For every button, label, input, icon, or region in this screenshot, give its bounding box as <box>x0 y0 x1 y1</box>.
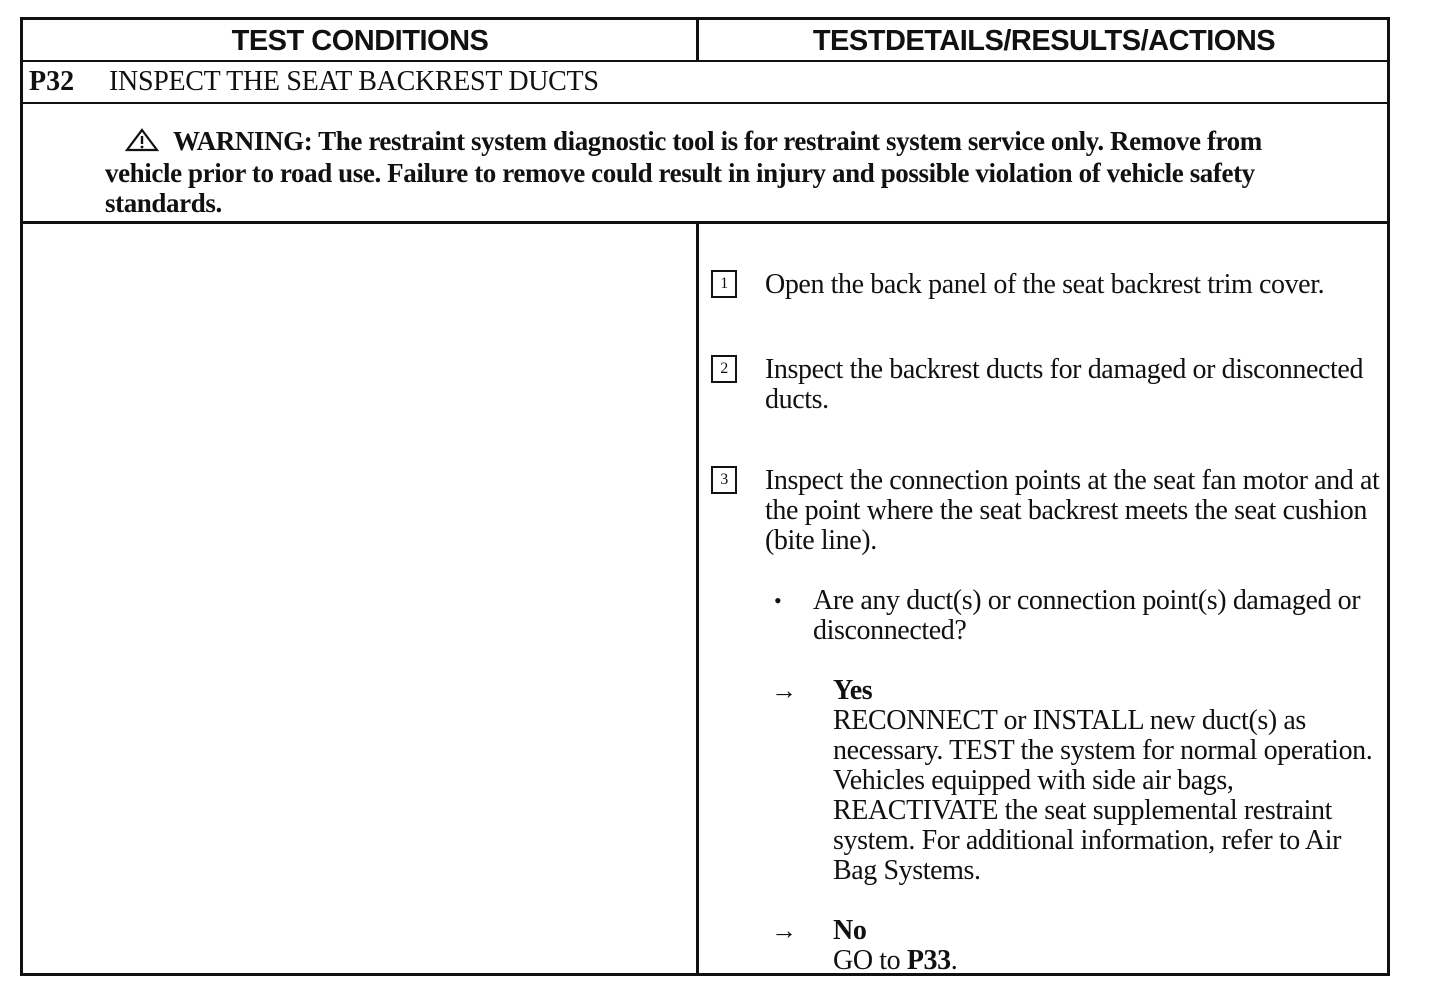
answer-yes-action: RECONNECT or INSTALL new duct(s) as necessary. TEST the system for normal operation. Vehicles equipped with side air bags, REACTIVATE the seat supplemental restraint system. For additional information, refer to Air Bag Systems. <box>833 705 1373 886</box>
answer-no-suffix: . <box>950 945 958 976</box>
test-conditions-cell <box>23 224 696 976</box>
step-instruction: Open the back panel of the seat backrest trim cover. <box>765 269 1325 300</box>
test-details-cell <box>699 224 1389 976</box>
answer-no-label: No <box>833 915 867 946</box>
warning-block <box>105 126 1305 218</box>
step-title: INSPECT THE SEAT BACKREST DUCTS <box>109 66 599 97</box>
header-test-details: TESTDETAILS/RESULTS/ACTIONS <box>812 25 1276 57</box>
arrow-right-icon: → <box>771 676 797 705</box>
step-number-box: 1 <box>711 270 737 298</box>
answer-no <box>833 916 1383 976</box>
diagnostic-table <box>20 17 1390 976</box>
answer-no-action <box>833 946 1383 976</box>
answer-no-prefix: GO to <box>833 945 907 976</box>
step-title-row <box>23 62 1387 104</box>
warning-row <box>23 104 1387 224</box>
header-test-conditions: TEST CONDITIONS <box>231 25 489 57</box>
warning-text: WARNING: The restraint system diagnostic tool is for restraint system service only. Remove from vehicle prior to road use. Failure to remove could result in injury and possible violation of vehicle safety standards. <box>105 126 1262 218</box>
step-number-box: 2 <box>711 355 737 383</box>
step-instruction: Inspect the connection points at the seat fan motor and at the point where the seat backrest meets the seat cushion (bite line). <box>765 465 1380 556</box>
answer-no-target: P33 <box>906 945 951 976</box>
table-header <box>23 20 1387 62</box>
answer-yes-label: Yes <box>833 675 873 706</box>
step-number-box: 3 <box>711 466 737 494</box>
bullet-icon: • <box>774 588 782 613</box>
step-instruction: Inspect the backrest ducts for damaged or disconnected ducts. <box>765 354 1364 415</box>
step-code: P32 <box>29 66 75 97</box>
answer-yes <box>833 676 1383 886</box>
arrow-right-icon: → <box>771 916 797 945</box>
warning-triangle-icon <box>125 128 159 158</box>
question-text: Are any duct(s) or connection point(s) damaged or disconnected? <box>813 585 1361 646</box>
